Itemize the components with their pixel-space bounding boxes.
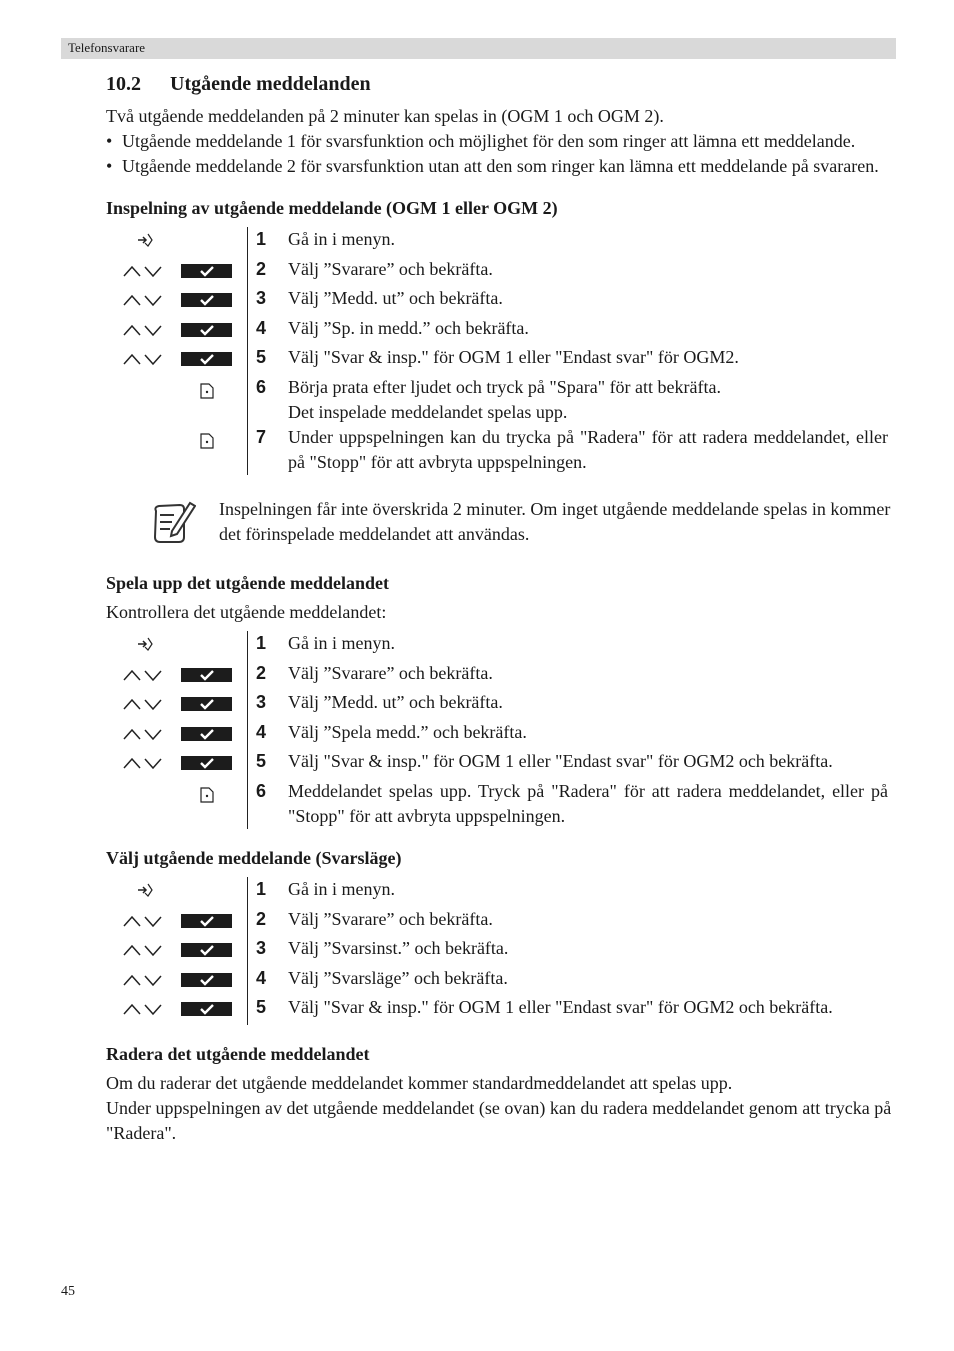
record-heading: Inspelning av utgående meddelande (OGM 1 eller OGM 2) [106, 198, 558, 218]
play-heading: Spela upp det utgående meddelandet [106, 572, 390, 593]
step-text-line: Gå in i menyn. [288, 229, 395, 249]
step-icons [106, 779, 247, 808]
nav-arrows-icon [122, 1001, 164, 1017]
step-text-line: Välj ”Svarare” och bekräfta. [288, 662, 493, 683]
step-divider [247, 877, 248, 1025]
nav-arrows-icon [122, 696, 164, 712]
step-number: 3 [256, 288, 267, 309]
step-row [106, 345, 896, 375]
step-number: 5 [256, 347, 267, 368]
ok-key-icon [181, 323, 232, 337]
step-text-line: Det inspelade meddelandet spelas upp. [288, 401, 568, 422]
step-number: 3 [256, 938, 267, 959]
softkey-icon [200, 383, 214, 399]
intro-bullet: • Utgående meddelande 2 för svarsfunktion utan att den som ringer kan lämna ett meddelande på svararen. [106, 154, 896, 179]
step-number: 2 [256, 258, 267, 279]
intro-bullet: • Utgående meddelande 1 för svarsfunktion och möjlighet för den som ringer att lämna ett meddelande. [106, 129, 896, 154]
step-icons [106, 316, 247, 345]
step-text [288, 907, 896, 932]
step-row [106, 966, 896, 996]
step-icons [106, 995, 247, 1024]
step-icons [106, 749, 247, 778]
step-row [106, 690, 896, 720]
delete-para: Under uppspelningen av det utgående meddelandet (se ovan) kan du radera meddelandet genom att trycka på "Radera". [106, 1097, 892, 1143]
step-number: 6 [256, 376, 267, 397]
step-text-line: Välj "Svar & insp." för OGM 1 eller "Endast svar" för OGM2. [288, 347, 739, 368]
ok-key-icon [181, 264, 232, 278]
step-icons [106, 877, 247, 906]
step-row [106, 749, 896, 779]
step-number: 3 [256, 692, 267, 713]
step-text [288, 690, 896, 715]
step-number: 7 [256, 426, 267, 447]
step-text [288, 936, 896, 961]
mode-heading: Välj utgående meddelande (Svarsläge) [106, 847, 402, 868]
step-icons [106, 257, 247, 286]
mode-steps [106, 877, 896, 1025]
step-row [106, 316, 896, 346]
nav-arrows-icon [122, 263, 164, 279]
step-text-line: Välj ”Svarare” och bekräfta. [288, 908, 493, 929]
step-number: 1 [256, 229, 267, 249]
step-icons [106, 690, 247, 719]
step-row [106, 907, 896, 937]
nav-arrows-icon [122, 972, 164, 988]
play-intro: Kontrollera det utgående meddelandet: [106, 601, 387, 622]
step-text [288, 779, 896, 829]
step-text-line: Välj ”Medd. ut” och bekräfta. [288, 692, 503, 713]
ok-key-icon [181, 973, 232, 987]
step-text-line: Välj ”Medd. ut” och bekräfta. [288, 288, 503, 309]
ok-key-icon [181, 352, 232, 366]
record-steps [106, 227, 896, 475]
running-header [61, 38, 896, 59]
step-row [106, 661, 896, 691]
step-row [106, 425, 896, 475]
step-row [106, 631, 896, 661]
step-text [288, 375, 896, 425]
section-title [106, 73, 896, 96]
nav-arrows-icon [122, 755, 164, 771]
step-number: 1 [256, 878, 267, 899]
step-icons [106, 631, 247, 660]
step-icons [106, 936, 247, 965]
step-icons [106, 425, 247, 454]
step-icons [106, 907, 247, 936]
nav-arrows-icon [122, 942, 164, 958]
delete-heading: Radera det utgående meddelandet [106, 1043, 370, 1064]
softkey-icon [200, 787, 214, 803]
step-text-line: Meddelandet spelas upp. Tryck på "Radera" för att radera meddelandet, eller på "Stopp" för att avbryta uppspelningen. [288, 780, 888, 826]
section-number: 10.2 [106, 73, 141, 95]
note-text: Inspelningen får inte överskrida 2 minuter. Om inget utgående meddelande spelas in kommer det förinspelade meddelandet att användas. [219, 498, 891, 544]
section-heading: Utgående meddelanden [170, 73, 371, 95]
step-text [288, 316, 896, 341]
ok-key-icon [181, 293, 232, 307]
intro-text: Två utgående meddelanden på 2 minuter kan spelas in (OGM 1 och OGM 2). [106, 106, 664, 126]
step-text [288, 995, 896, 1020]
ok-key-icon [181, 727, 232, 741]
step-divider [247, 227, 248, 475]
nav-arrows-icon [122, 322, 164, 338]
menu-key-icon [136, 881, 154, 899]
step-divider [247, 631, 248, 829]
step-row [106, 877, 896, 907]
step-number: 4 [256, 721, 267, 742]
nav-arrows-icon [122, 726, 164, 742]
step-text [288, 286, 896, 311]
step-row [106, 375, 896, 425]
step-number: 2 [256, 908, 267, 929]
step-text [288, 661, 896, 686]
ok-key-icon [181, 914, 232, 928]
step-text-line: Välj ”Svarsinst.” och bekräfta. [288, 938, 509, 959]
step-row [106, 995, 896, 1025]
step-icons [106, 966, 247, 995]
step-text-line: Välj ”Spela medd.” och bekräfta. [288, 721, 527, 742]
step-text-line: Välj "Svar & insp." för OGM 1 eller "Endast svar" för OGM2 och bekräfta. [288, 751, 833, 772]
running-title: Telefonsvarare [68, 40, 146, 55]
nav-arrows-icon [122, 292, 164, 308]
step-text-line: Välj ”Svarsläge” och bekräfta. [288, 967, 508, 988]
step-row [106, 720, 896, 750]
delete-para: Om du raderar det utgående meddelandet kommer standardmeddelandet att spelas upp. [106, 1072, 733, 1093]
step-text [288, 425, 896, 475]
ok-key-icon [181, 756, 232, 770]
step-text [288, 631, 896, 656]
step-number: 1 [256, 632, 267, 653]
step-row [106, 227, 896, 257]
ok-key-icon [181, 697, 232, 711]
step-icons [106, 345, 247, 374]
step-text [288, 749, 896, 774]
ok-key-icon [181, 943, 232, 957]
nav-arrows-icon [122, 913, 164, 929]
step-icons [106, 227, 247, 256]
menu-key-icon [136, 231, 154, 249]
step-row [106, 936, 896, 966]
step-icons [106, 375, 247, 404]
step-text [288, 966, 896, 991]
step-number: 6 [256, 780, 267, 801]
step-text-line: Välj ”Sp. in medd.” och bekräfta. [288, 317, 529, 338]
note-block [106, 497, 896, 547]
step-number: 2 [256, 662, 267, 683]
page-number: 45 [61, 1284, 75, 1299]
softkey-icon [200, 433, 214, 449]
step-number: 5 [256, 997, 267, 1018]
step-icons [106, 720, 247, 749]
step-text [288, 345, 896, 370]
step-row [106, 779, 896, 829]
play-steps [106, 631, 896, 829]
step-text-line: Börja prata efter ljudet och tryck på "Spara" för att bekräfta. [288, 376, 722, 397]
step-row [106, 286, 896, 316]
nav-arrows-icon [122, 667, 164, 683]
step-number: 4 [256, 317, 267, 338]
step-text-line: Välj "Svar & insp." för OGM 1 eller "Endast svar" för OGM2 och bekräfta. [288, 997, 833, 1018]
step-text-line: Gå in i menyn. [288, 632, 395, 653]
nav-arrows-icon [122, 351, 164, 367]
note-pencil-icon [150, 497, 196, 547]
menu-key-icon [136, 635, 154, 653]
step-number: 4 [256, 967, 267, 988]
step-text-line: Välj ”Svarare” och bekräfta. [288, 258, 493, 279]
step-number: 5 [256, 751, 267, 772]
step-row [106, 257, 896, 287]
step-icons [106, 286, 247, 315]
ok-key-icon [181, 668, 232, 682]
page-content [106, 73, 896, 1146]
step-text-line: Gå in i menyn. [288, 878, 395, 899]
ok-key-icon [181, 1002, 232, 1016]
step-icons [106, 661, 247, 690]
step-text [288, 720, 896, 745]
step-text [288, 257, 896, 282]
step-text [288, 877, 896, 902]
step-text-line: Under uppspelningen kan du trycka på "Radera" för att radera meddelandet, eller på "Stopp" för att avbryta uppspelningen. [288, 426, 888, 472]
step-text [288, 227, 896, 252]
